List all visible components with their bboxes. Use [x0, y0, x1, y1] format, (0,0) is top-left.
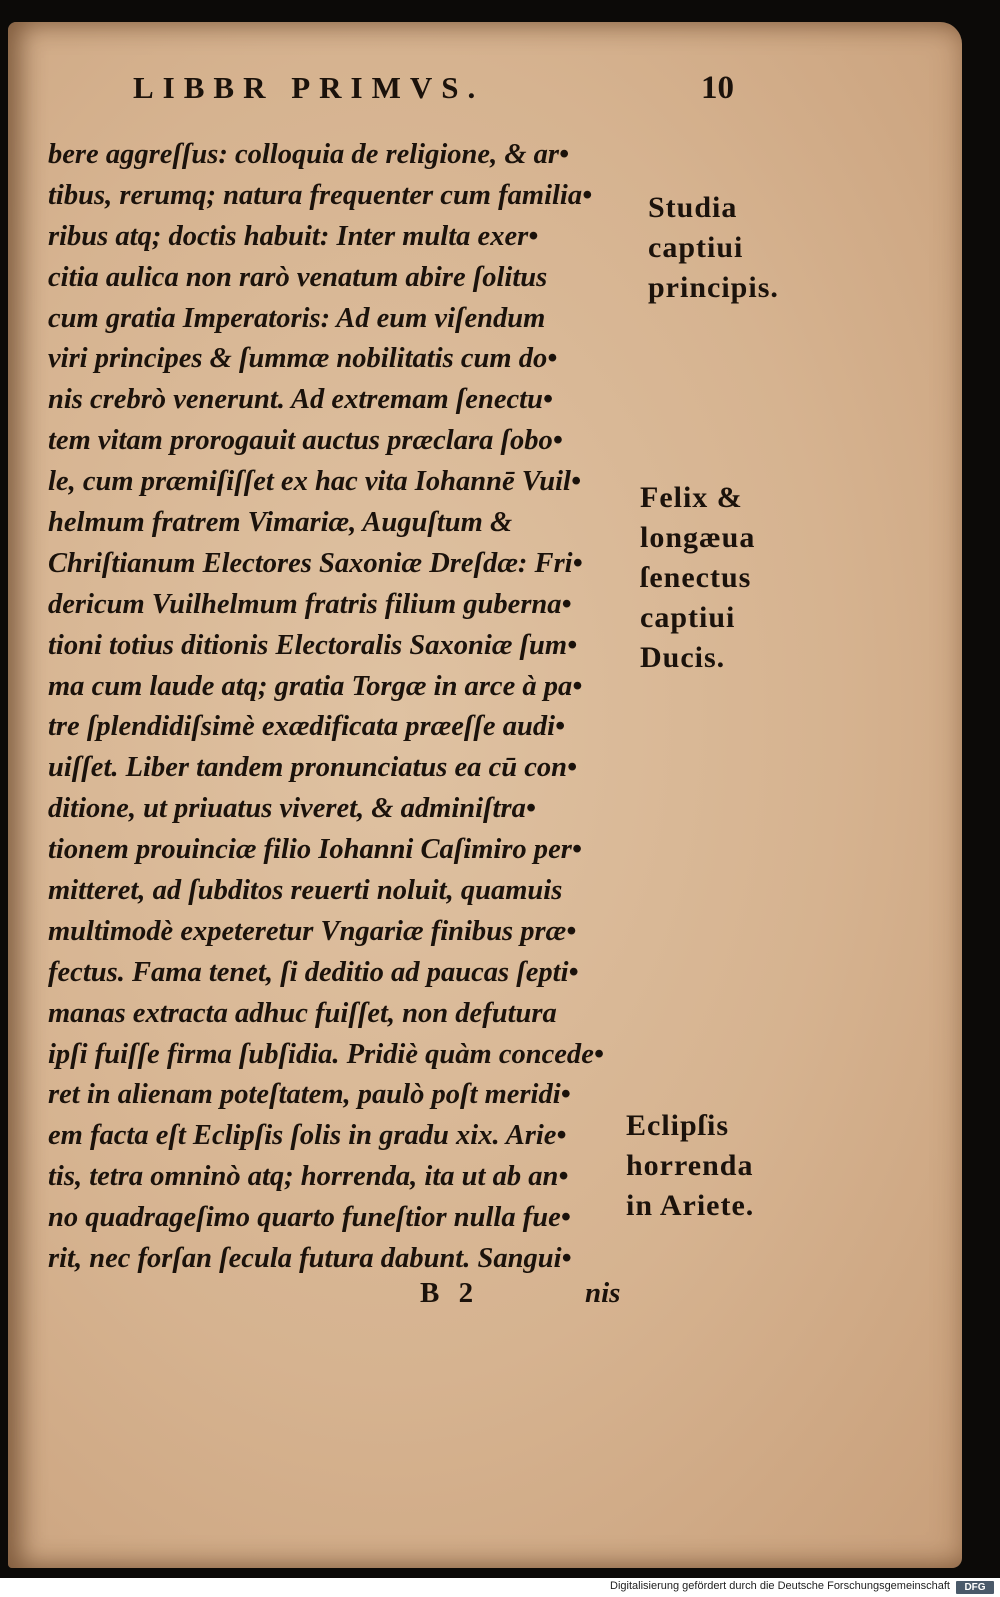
marginal-note-eclipsis	[626, 1106, 754, 1226]
text-line: tem vitam prorogauit auctus præclara ſobo•	[48, 424, 563, 457]
marginal-note-line: ſenectus	[640, 561, 752, 594]
text-line: helmum fratrem Vimariæ, Auguſtum &	[48, 506, 513, 539]
marginal-note-line: captiui	[648, 231, 744, 264]
text-line: ditione, ut priuatus viveret, & adminiſtra•	[48, 792, 536, 825]
text-line: rit, nec forſan ſecula futura dabunt. Sangui•	[48, 1242, 572, 1275]
text-line: uiſſet. Liber tandem pronunciatus ea cū con•	[48, 751, 578, 784]
text-line: ret in alienam poteſtatem, paulò poſt meridi•	[48, 1078, 571, 1111]
marginal-note-line: horrenda	[626, 1149, 754, 1182]
page-number: 10	[701, 70, 734, 106]
text-line: tioni totius ditionis Electoralis Saxoniæ ſum•	[48, 628, 578, 661]
book-page	[8, 22, 962, 1568]
text-line: dericum Vuilhelmum fratris filium guberna•	[48, 587, 572, 620]
marginal-note-studia	[648, 188, 779, 308]
text-line: viri principes & ſummæ nobilitatis cum do•	[48, 342, 558, 375]
footer-credit: Digitalisierung gefördert durch die Deutsche Forschungsgemeinschaft	[610, 1580, 950, 1592]
text-line: no quadrageſimo quarto funeſtior nulla fue•	[48, 1201, 571, 1234]
text-line: manas extracta adhuc fuiſſet, non defutura	[48, 996, 557, 1029]
running-title: LIBBR PRIMVS.	[133, 70, 485, 105]
text-line: Chriſtianum Electores Saxoniæ Dreſdæ: Fri•	[48, 546, 583, 579]
marginal-note-line: in Ariete.	[626, 1189, 755, 1222]
text-line: ipſi fuiſſe firma ſubſidia. Pridiè quàm concede•	[48, 1037, 604, 1070]
text-line: nis crebrò venerunt. Ad extremam ſenectu•	[48, 383, 553, 416]
text-line: mitteret, ad ſubditos reuerti noluit, quamuis	[48, 874, 563, 907]
marginal-note-line: principis.	[648, 271, 779, 304]
marginal-note-line: longæua	[640, 521, 756, 554]
marginal-note-felix	[640, 478, 755, 678]
catchword: nis	[585, 1277, 621, 1309]
text-line: em facta eſt Eclipſis ſolis in gradu xix. Arie•	[48, 1119, 567, 1152]
text-line: tre ſplendidiſsimè exædificata præeſſe audi•	[48, 710, 566, 743]
text-line: fectus. Fama tenet, ſi deditio ad paucas ſepti•	[48, 955, 579, 988]
marginal-note-line: Studia	[648, 191, 738, 224]
text-line: ribus atq; doctis habuit: Inter multa exer•	[48, 219, 539, 252]
text-line: tionem prouinciæ filio Iohanni Caſimiro per•	[48, 833, 582, 866]
text-line: tis, tetra omninò atq; horrenda, ita ut ab an•	[48, 1160, 569, 1193]
main-text-block	[48, 134, 658, 1279]
marginal-note-line: captiui	[640, 601, 736, 634]
text-line: citia aulica non rarò venatum abire ſolitus	[48, 260, 548, 293]
marginal-note-line: Felix &	[640, 481, 743, 514]
signature-mark: B 2	[420, 1277, 480, 1309]
marginal-note-line: Eclipſis	[626, 1109, 730, 1142]
text-line: tibus, rerumq; natura frequenter cum familia•	[48, 178, 593, 211]
footer-bar	[0, 1578, 1000, 1597]
text-line: ma cum laude atq; gratia Torgæ in arce à pa•	[48, 669, 583, 702]
text-line: bere aggreſſus: colloquia de religione, & ar•	[48, 138, 570, 170]
text-line: multimodè expeteretur Vngariæ finibus præ•	[48, 914, 577, 947]
text-line: le, cum præmiſiſſet ex hac vita Iohannē Vuil•	[48, 465, 581, 498]
dfg-logo: DFG	[956, 1581, 994, 1594]
marginal-note-line: Ducis.	[640, 641, 726, 674]
text-line: cum gratia Imperatoris: Ad eum viſendum	[48, 301, 546, 334]
